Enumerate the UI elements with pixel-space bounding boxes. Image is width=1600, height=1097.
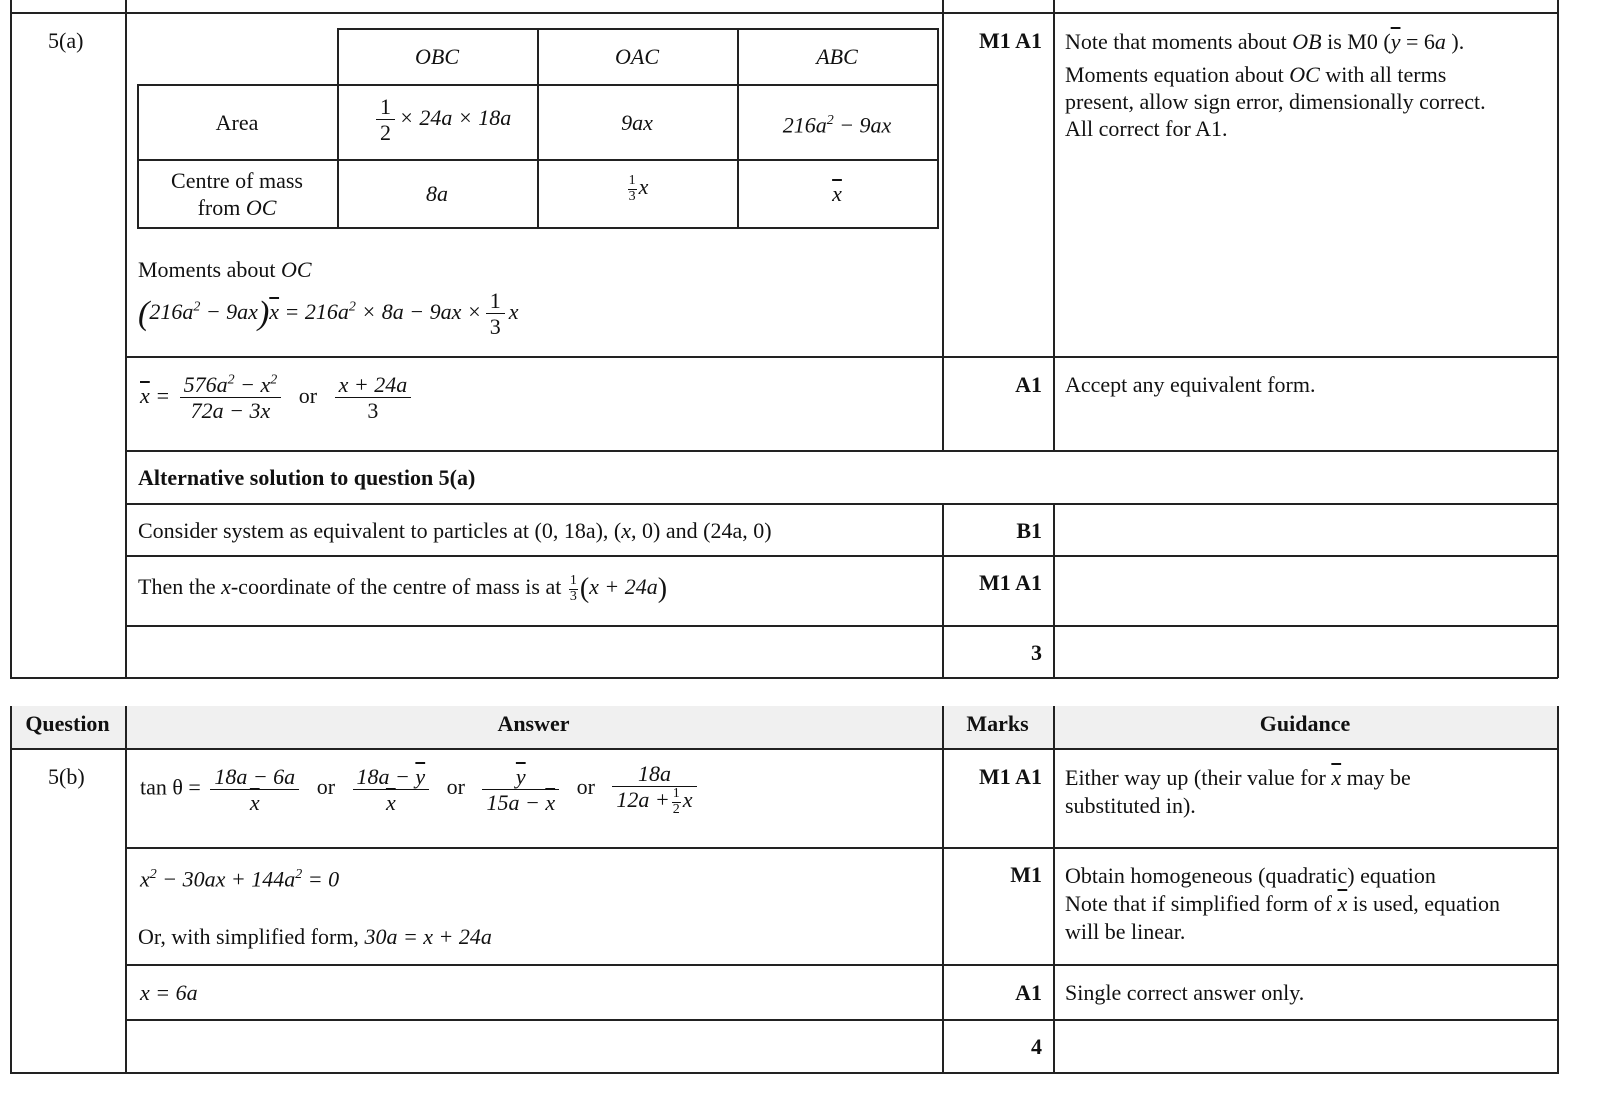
question-number-5a: 5(a)	[48, 28, 84, 53]
col-header-obc: OBC	[415, 44, 459, 69]
header-answer: Answer	[497, 711, 570, 736]
xbar-result: $\overline{x}$ = $\frac{576a^2 - x^2}{72a - 3x}$ or $\frac{x + 24a}{3}$	[140, 372, 415, 424]
com-abc: $\overline{x}$	[832, 181, 842, 206]
alt-marks-1: B1	[1016, 518, 1042, 543]
guidance-5b-3: Single correct answer only.	[1065, 980, 1305, 1005]
guidance-5b-1: Either way up (their value for $\overline{x}$ may be substituted in).	[1065, 765, 1411, 818]
alt-line-1: Consider system as equivalent to particles at (0, 18a), (x, 0) and (24a, 0)	[138, 518, 772, 543]
quadratic-equation: $x^2 - 30ax + 144a^2 = 0$	[140, 866, 340, 892]
row-label-area: Area	[215, 110, 259, 135]
com-oac: $\frac{1}{3}$ x	[628, 173, 649, 204]
marks-5b-1: M1 A1	[979, 764, 1042, 789]
answer-x: x = 6a	[140, 980, 198, 1005]
guidance-5a-2: Accept any equivalent form.	[1065, 372, 1316, 397]
header-question: Question	[25, 711, 110, 736]
col-header-oac: OAC	[615, 44, 659, 69]
row-label-com: Centre of mass from OC	[171, 168, 303, 220]
total-5a: 3	[1031, 640, 1042, 665]
tan-equation: tan θ = $\frac{18a - 6a}{x}$ or $\frac{18a - \overline{y}}{x}$ or $\frac{\overline{y}}{15a - \overline{x}}$ or 18a 12a + $\frac{1}{2}$ x	[140, 761, 701, 818]
marks-5a-2: A1	[1015, 372, 1042, 397]
header-guidance: Guidance	[1259, 711, 1351, 736]
guidance-5b-2: Obtain homogeneous (quadratic) equation Note that if simplified form of $\overline{x}$ is used, equation will be linear.	[1065, 863, 1501, 944]
marks-5b-2: M1	[1010, 862, 1042, 887]
total-5b: 4	[1031, 1034, 1042, 1059]
com-obc: 8a	[426, 181, 448, 206]
guidance-5a-1: Note that moments about OB is M0 ($\overline{y} = 6a$ ). Moments equation about OC with all terms present, allow sign error, dimensionally correct. All correct for A1.	[1065, 29, 1486, 141]
alt-line-2: Then the x-coordinate of the centre of mass is at $\frac{1}{3}$ (x + 24a)	[138, 572, 668, 604]
marks-5b-3: A1	[1015, 980, 1042, 1005]
simplified-form: Or, with simplified form, 30a = x + 24a	[138, 924, 492, 949]
area-abc: $216a^2 - 9ax$	[782, 112, 892, 138]
area-obc: $\frac{1}{2}$ × 24a × 18a	[372, 94, 511, 146]
col-header-abc: ABC	[816, 44, 858, 69]
area-oac: 9ax	[621, 110, 653, 135]
alt-heading: Alternative solution to question 5(a)	[138, 465, 476, 490]
moments-label: Moments about OC	[138, 257, 312, 282]
marks-5a-1: M1 A1	[979, 28, 1042, 53]
header-marks: Marks	[966, 711, 1029, 736]
alt-marks-2: M1 A1	[979, 570, 1042, 595]
moments-equation: $(216a^2 - 9ax)\overline{x} = 216a^2 \times 8a - 9ax$ × $\frac{1}{3}$ x	[138, 288, 519, 340]
question-number-5b: 5(b)	[48, 764, 85, 789]
